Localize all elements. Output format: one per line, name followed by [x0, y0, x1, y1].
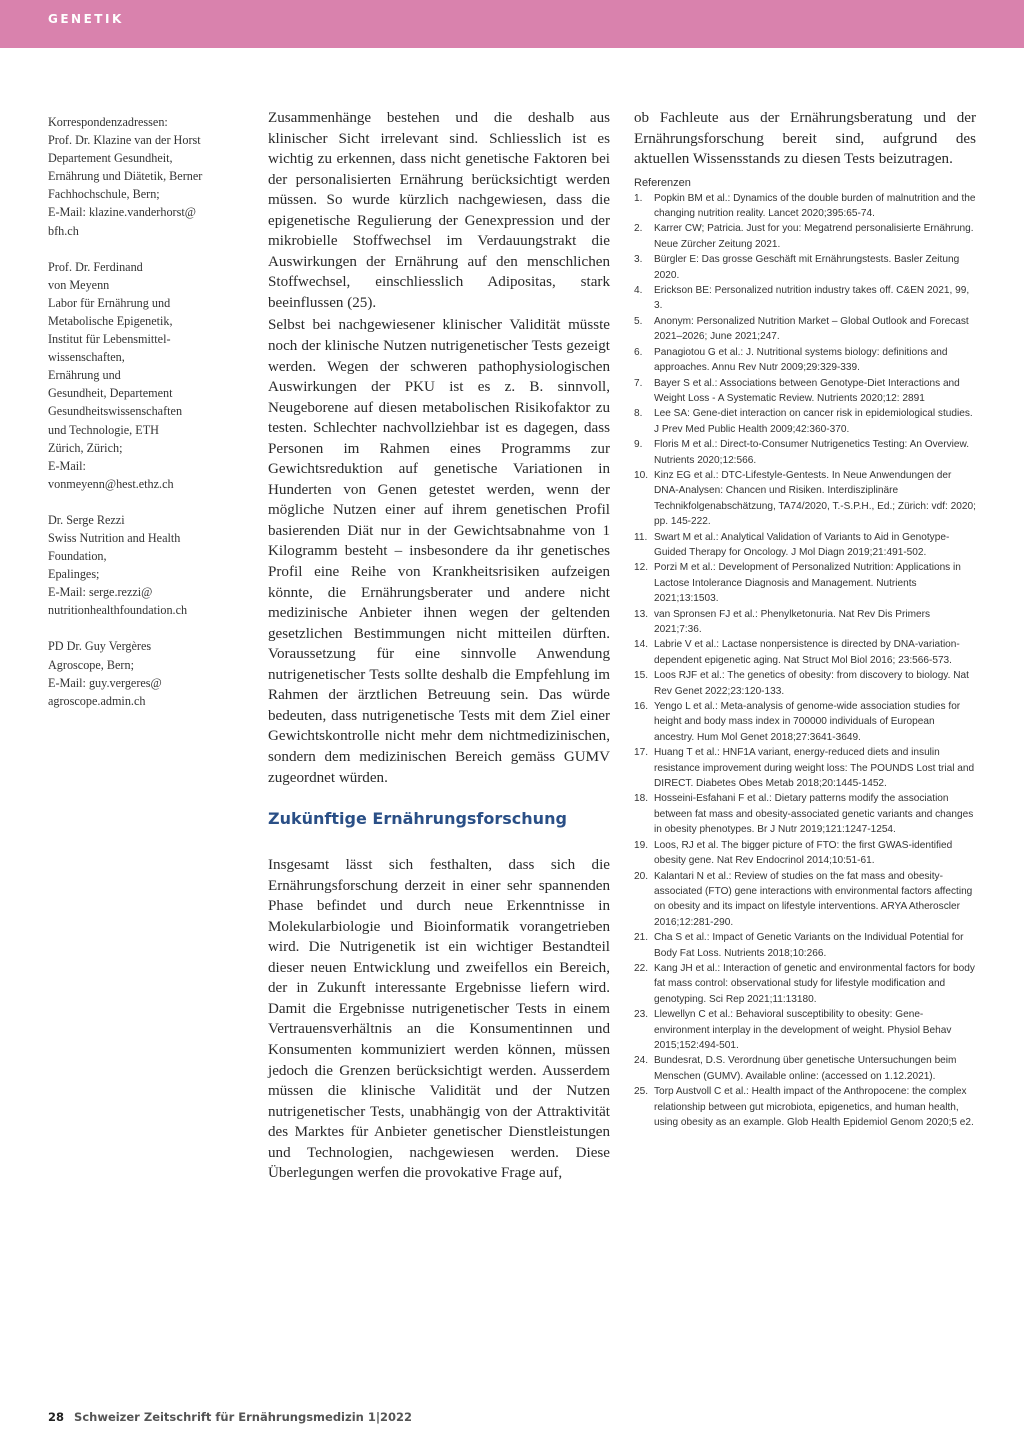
reference-number: 15. [634, 670, 649, 682]
reference-item [634, 345, 976, 376]
address-line: Gesundheit, Departement [48, 386, 173, 401]
reference-number: 2. [634, 223, 643, 235]
reference-number: 1. [634, 192, 643, 204]
address-line: E-Mail: [48, 458, 86, 473]
reference-item [634, 376, 976, 407]
reference-item [634, 668, 976, 699]
reference-text: Cha S et al.: Impact of Genetic Variants on the Individual Potential for Body Fat Loss. Nutrients 2018;10:266. [654, 932, 964, 959]
section-title: GENETIK [48, 12, 124, 26]
reference-number: 17. [634, 747, 649, 759]
reference-number: 16. [634, 701, 649, 713]
main-column [268, 108, 610, 1184]
address-line: Zürich, Zürich; [48, 440, 123, 455]
reference-number: 5. [634, 315, 643, 327]
reference-number: 22. [634, 962, 649, 974]
reference-number: 14. [634, 639, 649, 651]
reference-text: Anonym: Personalized Nutrition Market – Global Outlook and Forecast 2021–2026; June 2021;247. [654, 315, 969, 343]
reference-item [634, 607, 976, 638]
address-line: Prof. Dr. Ferdinand [48, 259, 143, 274]
address-line: bfh.ch [48, 223, 79, 238]
correspondence-addresses [48, 113, 238, 728]
reference-text: Loos, RJ et al. The bigger picture of FTO: the first GWAS-identified obesity gene. Nat Rev Endocrinol 2014;10:51-61. [654, 839, 953, 867]
reference-text: Popkin BM et al.: Dynamics of the double burden of malnutrition and the changing nutrition reality. Lancet 2020;395:65-74. [654, 192, 976, 220]
address-line: und Technologie, ETH [48, 422, 159, 437]
address-block [48, 113, 238, 240]
reference-item [634, 930, 976, 961]
address-line: Korrespondenzadressen: [48, 115, 168, 129]
reference-text: Bayer S et al.: Associations between Genotype-Diet Interactions and Weight Loss - A Systematic Review. Nutrients 2020;12: 2891 [654, 377, 960, 404]
reference-number: 7. [634, 377, 643, 389]
address-line: Ernährung und [48, 368, 121, 383]
references-title: Referenzen [634, 176, 691, 189]
address-line: wissenschaften, [48, 350, 125, 365]
reference-item [634, 437, 976, 468]
reference-item [634, 699, 976, 745]
reference-text: Porzi M et al.: Development of Personalized Nutrition: Applications in Lactose Intolerance Diagnosis and Management. Nutrients 2021;13:1503. [654, 562, 961, 605]
page-number: 28 [48, 1410, 65, 1424]
reference-item [634, 221, 976, 252]
reference-text: Panagiotou G et al.: J. Nutritional systems biology: definitions and approaches. Annu Rev Nutr 2009;29:329-339. [654, 346, 948, 374]
reference-item [634, 838, 976, 869]
address-line: Ernährung und Diätetik, Berner [48, 169, 203, 184]
reference-text: Lee SA: Gene-diet interaction on cancer risk in epidemiological studies. J Prev Med Public Health 2009;42:360-370. [654, 408, 973, 435]
reference-item [634, 1053, 976, 1084]
address-line: Swiss Nutrition and Health [48, 530, 181, 545]
reference-text: Floris M et al.: Direct-to-Consumer Nutrigenetics Testing: An Overview. Nutrients 2020;12:566. [654, 439, 970, 466]
reference-item [634, 406, 976, 437]
reference-text: Kang JH et al.: Interaction of genetic and environmental factors for body fat mass control: observational study for lifestyle modification and genotyping. Sci Rep 2021;11:13180. [654, 962, 975, 1005]
reference-number: 6. [634, 346, 643, 358]
reference-text: Hosseini-Esfahani F et al.: Dietary patterns modify the association between fat mass and obesity-associated genetic variants and changes in obesity phenotypes. Br J Nutr 2019;121:1247-1254. [654, 793, 974, 836]
reference-number: 19. [634, 839, 649, 851]
reference-text: Erickson BE: Personalized nutrition industry takes off. C&EN 2021, 99, 3. [654, 285, 970, 312]
reference-text: Bürgler E: Das grosse Geschäft mit Ernährungstests. Basler Zeitung 2020. [654, 254, 960, 281]
address-line: Dr. Serge Rezzi [48, 512, 125, 527]
journal-title: Schweizer Zeitschrift für Ernährungsmedizin 1|2022 [74, 1410, 413, 1424]
address-line: Metabolische Epigenetik, [48, 313, 173, 328]
reference-item [634, 1084, 976, 1130]
address-line: Gesundheitswissenschaften [48, 404, 183, 419]
reference-text: Swart M et al.: Analytical Validation of Variants to Aid in Genotype-Guided Therapy for Oncology. J Mol Diagn 2019;21:491-502. [654, 531, 950, 558]
reference-item [634, 791, 976, 837]
reference-number: 24. [634, 1055, 649, 1067]
reference-text: Huang T et al.: HNF1A variant, energy-reduced diets and insulin resistance improvement during weight loss: The POUNDS Lost trial and DIRECT. Diabetes Obes Metab 2018;20:1445-1452. [654, 747, 975, 790]
reference-item [634, 252, 976, 283]
reference-number: 8. [634, 408, 643, 420]
reference-text: Karrer CW; Patricia. Just for you: Megatrend personalisierte Ernährung. Neue Zürcher Zeitung 2021. [654, 223, 974, 250]
page-footer [48, 1410, 412, 1424]
section-header-band [0, 0, 1024, 48]
reference-text: Kinz EG et al.: DTC-Lifestyle-Gentests. In Neue Anwendungen der DNA-Analysen: Chancen und Risiken. Interdisziplinäre Technikfolgenabschätzung, TA74/2020, T.-S.P.H., Ed.; Zürich: vdf: 2020; pp. 145-222. [654, 469, 976, 528]
address-line: E-Mail: klazine.vanderhorst@ [48, 205, 196, 220]
reference-number: 18. [634, 793, 649, 805]
body-paragraph: ob Fachleute aus der Ernährungsberatung und der Ernährungsforschung bereit sind, aufgrund des aktuellen Wissensstands zu diesen Tests beizutragen. [634, 110, 976, 168]
section-heading: Zukünftige Ernährungsforschung [268, 809, 567, 829]
reference-item [634, 468, 976, 530]
body-paragraph: Insgesamt lässt sich festhalten, dass sich die Ernährungsforschung derzeit in einer sehr spannenden Phase befindet und durch neue Erkenntnisse in Molekularbiologie und Bioinformatik vorangetrieben wird. Die Nutrigenetik ist ein wichtiger Bestandteil dieser neuen Entwicklung und zweifellos ein Bereich, der in Zukunft interessante Ergebnisse liefern wird. Damit die Ergebnisse nutrigenetischer Tests in einem Vertrauensverhältnis an die Konsumentinnen und Konsumenten kommuniziert werden können, müssen jedoch die Grenzen berücksichtigt werden. Ausserdem müssen die klinische Validität und der Nutzen nutrigenetischer Tests, unabhängig von der Attraktivität des Marktes für Anbieter genetischer Dienstleistungen und Technologien, nachgewiesen werden. Diese Überlegungen werfen die provokative Frage auf, [268, 857, 610, 1182]
reference-item [634, 530, 976, 561]
address-line: von Meyenn [48, 277, 110, 292]
address-line: E-Mail: guy.vergeres@ [48, 675, 162, 690]
reference-number: 13. [634, 608, 649, 620]
reference-item [634, 869, 976, 931]
address-line: Institut für Lebensmittel- [48, 332, 171, 347]
address-line: nutritionhealthfoundation.ch [48, 603, 188, 618]
address-line: agroscope.admin.ch [48, 693, 146, 708]
reference-text: Loos RJF et al.: The genetics of obesity: from discovery to biology. Nat Rev Genet 2022;23:120-133. [654, 670, 969, 697]
reference-number: 21. [634, 932, 649, 944]
reference-number: 12. [634, 562, 649, 574]
right-column [634, 108, 976, 1130]
address-line: vonmeyenn@hest.ethz.ch [48, 476, 174, 491]
reference-text: Llewellyn C et al.: Behavioral susceptibility to obesity: Gene-environment interplay in the development of weight. Physiol Behav 2015;152:494-501. [654, 1009, 952, 1051]
address-block [48, 511, 238, 620]
address-line: PD Dr. Guy Vergères [48, 639, 152, 654]
reference-item [634, 745, 976, 791]
address-line: Foundation, [48, 549, 107, 564]
reference-number: 4. [634, 285, 643, 297]
address-line: Epalinges; [48, 567, 100, 582]
reference-number: 23. [634, 1009, 649, 1021]
reference-number: 20. [634, 870, 649, 882]
reference-number: 3. [634, 254, 643, 266]
reference-text: Kalantari N et al.: Review of studies on the fat mass and obesity-associated (FTO) gene interactions with environmental factors affecting on obesity and its impact on lifestyle interventions. ARYA Atheroscler 2016;12:281-290. [654, 870, 973, 928]
references-list [634, 191, 976, 1131]
address-line: Labor für Ernährung und [48, 295, 171, 310]
reference-text: van Spronsen FJ et al.: Phenylketonuria. Nat Rev Dis Primers 2021;7:36. [654, 608, 931, 636]
reference-item [634, 283, 976, 314]
body-paragraph: Zusammenhänge bestehen und die deshalb aus klinischer Sicht irrelevant sind. Schliesslich ist es wichtig zu erkennen, dass nicht genetische Faktoren bei der personalisierten Ernährung berücksichtigt werden müssen. So wurde kürzlich nachgewiesen, dass die epigenetische Regulierung der Genexpression und der mikrobielle Stoffwechsel im Verdauungstrakt die Auswirkungen der Ernährung auf den menschlichen Stoffwechsel, einschliesslich Adipositas, stark beeinflussen (25). [268, 110, 610, 311]
reference-text: Labrie V et al.: Lactase nonpersistence is directed by DNA-variation-dependent epigenetic aging. Nat Struct Mol Biol 2016; 23:566-573. [654, 639, 960, 666]
address-block [48, 637, 238, 709]
reference-item [634, 961, 976, 1007]
body-paragraph: Selbst bei nachgewiesener klinischer Validität müsste noch der klinische Nutzen nutrigenetischer Tests gezeigt werden. Wegen der schweren pathophysiologischen Auswirkungen der PKU ist es z. B. sinnvoll, Neugeborene auf diesen metabolischen Risikofaktor zu testen. Schlechter nachvollziehbar ist es dagegen, dass Personen im Rahmen eines Programms zur Gewichtsreduktion auf genetische Variationen in Hunderten von Genen getestet werden, wenn der mögliche Nutzen einer auf ihrem genetischen Profil basierenden Diät nur in der Gewichtsabnahme von 1 Kilogramm besteht – insbesondere da ihr genetisches Profil eine Reihe von Krankheitsrisiken aufzeigen könnte, die Ernährungsberater und andere nicht medizinische Anbieter ihnen wegen der geltenden gesetzlichen Bestimmungen nicht mitteilen dürften. Voraussetzung für eine sinnvolle Anwendung nutrigenetischer Tests sollte deshalb die Empfehlung im Rahmen der ärztlichen Betreuung sein. Das würde bedeuten, dass nutrigenetische Tests mit dem Ziel einer Gewichtskontrolle nicht mehr dem nichtmedizinischen, sondern dem medizinischen Bereich gemäss GUMV zugeordnet würden. [268, 317, 610, 786]
address-line: Departement Gesundheit, [48, 151, 173, 166]
address-line: Agroscope, Bern; [48, 657, 134, 672]
reference-item [634, 637, 976, 668]
reference-text: Torp Austvoll C et al.: Health impact of the Anthropocene: the complex relationship between gut microbiota, epigenetics, and human health, using obesity as an example. Glob Health Epidemiol Genom 2020;5 e2. [654, 1086, 974, 1129]
address-block [48, 258, 238, 493]
reference-item [634, 191, 976, 222]
reference-text: Bundesrat, D.S. Verordnung über genetische Untersuchungen beim Menschen (GUMV). Available online: (accessed on 1.12.2021). [654, 1055, 957, 1082]
address-line: Prof. Dr. Klazine van der Horst [48, 133, 201, 148]
reference-item [634, 314, 976, 345]
reference-number: 10. [634, 469, 649, 481]
reference-number: 9. [634, 439, 643, 451]
reference-item [634, 1007, 976, 1053]
reference-item [634, 560, 976, 606]
reference-text: Yengo L et al.: Meta-analysis of genome-wide association studies for height and body mass index in 700000 individuals of European ancestry. Hum Mol Genet 2018;27:3641-3649. [654, 701, 961, 743]
address-line: E-Mail: serge.rezzi@ [48, 585, 153, 600]
reference-number: 25. [634, 1086, 649, 1098]
reference-number: 11. [634, 531, 648, 543]
address-line: Fachhochschule, Bern; [48, 187, 160, 202]
